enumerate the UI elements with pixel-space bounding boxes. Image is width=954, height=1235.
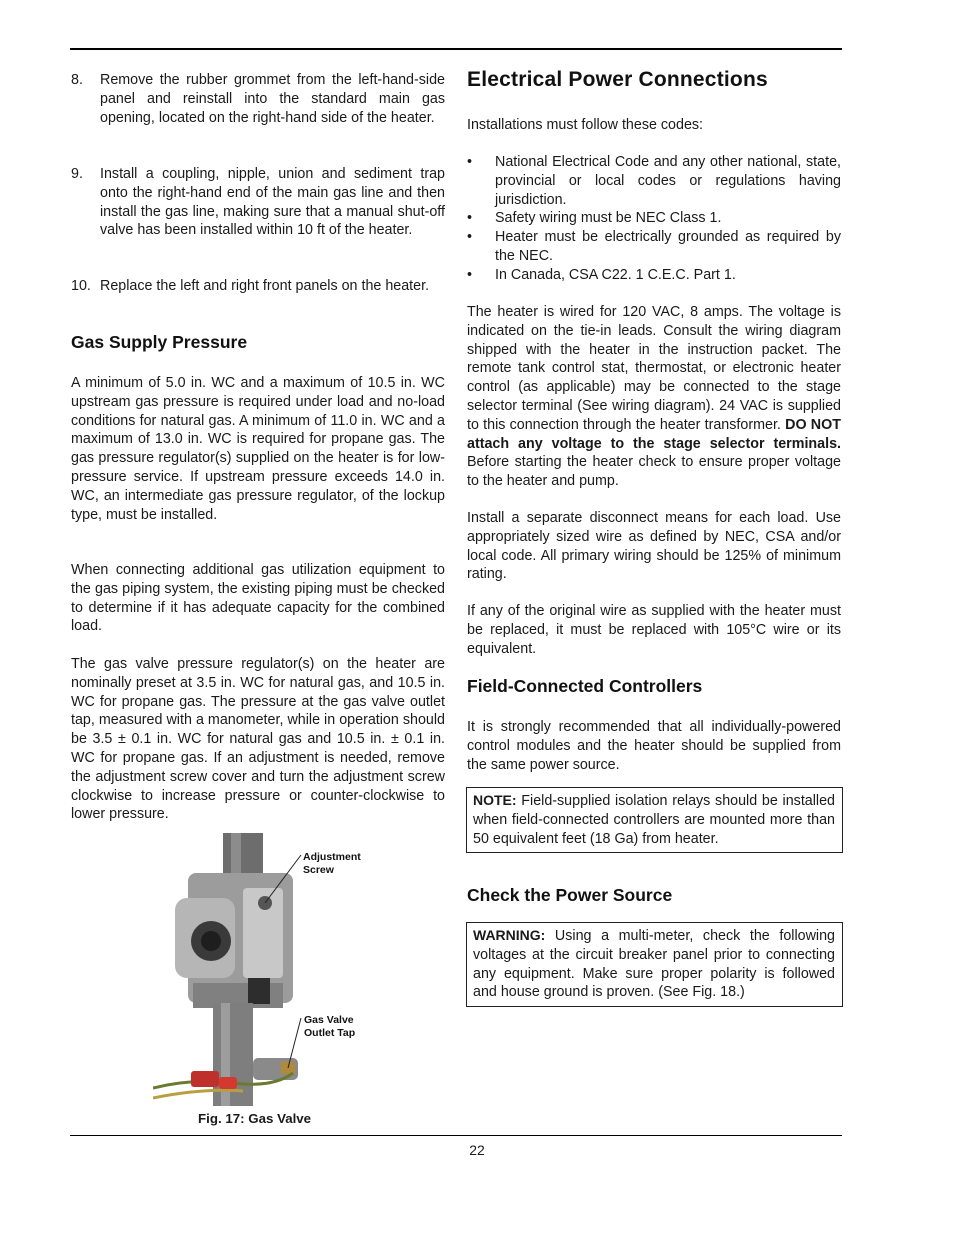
gas-supply-heading: Gas Supply Pressure	[71, 332, 248, 352]
figure-caption: Fig. 17: Gas Valve	[198, 1111, 312, 1126]
bullet-text: National Electrical Code and any other national, state, provincial or local codes or regulations having jurisdiction.	[495, 154, 841, 208]
list-item	[71, 277, 445, 296]
bullet-mark: •	[467, 266, 473, 283]
list-item	[467, 228, 841, 266]
adjustment-screw-callout: Adjustment Screw	[303, 851, 361, 876]
step-text: Remove the rubber grommet from the left-hand-side panel and reinstall into the standard main gas opening, located on the right-hand side of the heater.	[100, 72, 445, 126]
bullet-mark: •	[467, 210, 473, 227]
outlet-tap-callout: Gas Valve Outlet Tap	[304, 1014, 356, 1039]
step-number: 9.	[71, 166, 83, 182]
electrical-intro: Installations must follow these codes:	[467, 117, 704, 133]
warning-box	[466, 922, 843, 1007]
bullet-mark: •	[467, 229, 473, 246]
bullet-mark: •	[467, 154, 473, 170]
warning-text: Using a multi-meter, check the following voltages at the circuit breaker panel prior to connecting any equipment. Make sure proper polarity is followed and house ground is proven. (See Fig. 18.)	[473, 928, 835, 1001]
field-controllers-paragraph: It is strongly recommended that all individually-powered control modules and the heater should be supplied from the same power source.	[467, 719, 841, 773]
bullet-text: In Canada, CSA C22. 1 C.E.C. Part 1.	[495, 266, 736, 283]
bottom-rule	[70, 1135, 842, 1136]
electrical-heading: Electrical Power Connections	[467, 68, 768, 91]
list-item	[467, 266, 841, 285]
gas-supply-paragraph-2: When connecting additional gas utilization equipment to the gas piping system, the existing piping must be checked to determine if it has adequate capacity for the combined load.	[71, 562, 445, 635]
bullet-text: Safety wiring must be NEC Class 1.	[495, 210, 722, 227]
electrical-paragraph-2: Install a separate disconnect means for each load. Use appropriately sized wire as defined by NEC, CSA and/or local code. All primary wiring should be 125% of minimum rating.	[467, 510, 841, 583]
warning-label: WARNING:	[473, 927, 546, 943]
electrical-paragraph-1	[467, 303, 841, 491]
step-text: Replace the left and right front panels on the heater.	[100, 278, 430, 294]
page-number: 22	[469, 1142, 485, 1158]
step-text: Install a coupling, nipple, union and sediment trap onto the right-hand end of the main gas line and then install the gas line, making sure that a manual shut-off valve has been installed within 10 ft of the heater.	[100, 166, 445, 239]
bullet-text: Heater must be electrically grounded as required by the NEC.	[495, 229, 841, 264]
power-source-heading: Check the Power Source	[467, 885, 673, 905]
gas-supply-paragraph-3: The gas valve pressure regulator(s) on the heater are nominally preset at 3.5 in. WC for natural gas, and 10.5 in. WC for propane gas. The pressure at the gas valve outlet tap, measured with a manometer, while in operation should be 3.5 ± 0.1 in. WC for natural gas and 10.5 in. ± 0.1 in. WC for propane gas. If an adjustment is needed, remove the adjustment screw cover and turn the adjustment screw clockwise to increase pressure or counter-clockwise to lower pressure.	[71, 656, 445, 823]
electrical-paragraph-1-text: The heater is wired for 120 VAC, 8 amps. The voltage is indicated on the tie-in leads. Consult the wiring diagram shipped with the heater in the instruction packet. The remote tank control stat, thermostat, or electronic heater control (as applicable) may be connected to the stage selector terminal (See wiring diagram). 24 VAC is supplied to this connection through the heater transformer.	[467, 304, 841, 433]
gas-supply-paragraph-1: A minimum of 5.0 in. WC and a maximum of 10.5 in. WC upstream gas pressure is required under load and no-load conditions for natural gas. A minimum of 11.0 in. WC and a maximum of 13.0 in. WC is required for propane gas. The gas pressure regulator(s) supplied on the heater is for low-pressure service. If upstream pressure exceeds 14.0 in. WC, an intermediate gas pressure regulator, of the lockup type, must be installed.	[71, 375, 445, 523]
list-item	[71, 71, 445, 127]
list-item	[467, 153, 841, 209]
step-number: 8.	[71, 72, 83, 88]
top-rule	[70, 48, 842, 50]
electrical-paragraph-1-tail: Before starting the heater check to ensure proper voltage to the heater and pump.	[467, 454, 841, 490]
field-controllers-heading: Field-Connected Controllers	[467, 676, 703, 696]
code-bullet-list	[467, 153, 841, 285]
note-label: NOTE:	[473, 792, 517, 808]
list-item	[467, 209, 841, 228]
list-item	[71, 165, 445, 240]
electrical-paragraph-3: If any of the original wire as supplied with the heater must be replaced, it must be replaced with 105°C wire or its equivalent.	[467, 603, 841, 657]
note-box	[466, 787, 843, 853]
step-number: 10.	[71, 278, 91, 294]
stage-selector-warning: DO NOT attach any voltage to the stage selector terminals.	[467, 416, 841, 452]
note-text: Field-supplied isolation relays should be installed when field-connected controllers are mounted more than 50 equivalent feet (18 Ga) from heater.	[473, 793, 835, 847]
